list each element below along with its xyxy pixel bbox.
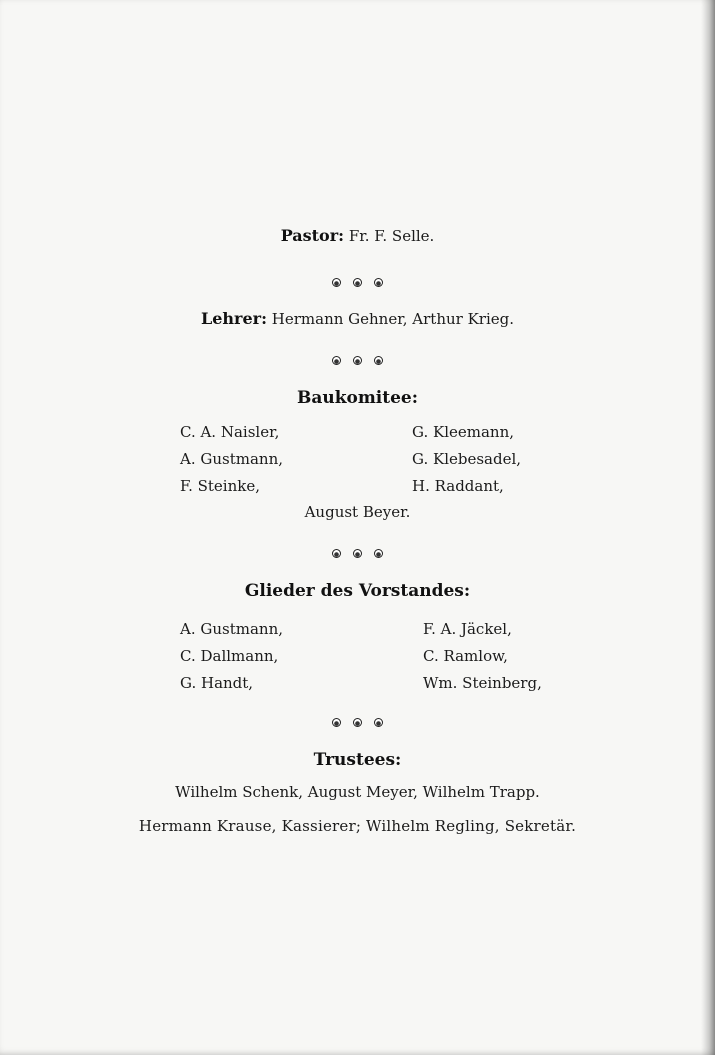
vorstand-heading: Glieder des Vorstandes: [244, 581, 471, 601]
bullet-icon [332, 718, 341, 727]
trustees-line-2: Hermann Krause, Kassierer; Wilhelm Regling, Sekretär. [138, 817, 577, 835]
pastor-line [0, 226, 715, 245]
baukomitee-left-2: A. Gustmann, [180, 450, 283, 468]
vorstand-left-2: C. Dallmann, [180, 647, 279, 665]
vorstand-left-3: G. Handt, [180, 674, 254, 692]
baukomitee-heading: Baukomitee: [296, 388, 419, 408]
ornament-divider [0, 274, 715, 286]
baukomitee-left-3: F. Steinke, [180, 477, 260, 495]
bullet-icon [374, 278, 383, 287]
bullet-icon [374, 718, 383, 727]
bullet-icon [332, 549, 341, 558]
vorstand-left-1: A. Gustmann, [180, 620, 283, 638]
ornament-divider [0, 714, 715, 726]
trustees-heading: Trustees: [313, 750, 402, 770]
baukomitee-left-1: C. A. Naisler, [180, 423, 280, 441]
vorstand-right-2: C. Ramlow, [423, 647, 508, 665]
ornament-divider [0, 352, 715, 364]
lehrer-label: Lehrer: [200, 309, 267, 328]
bullet-icon [374, 549, 383, 558]
lehrer-line [0, 309, 715, 328]
lehrer-names: Hermann Gehner, Arthur Krieg. [271, 310, 514, 328]
baukomitee-center: August Beyer. [304, 503, 411, 521]
bullet-icon [353, 278, 362, 287]
trustees-line-1: Wilhelm Schenk, August Meyer, Wilhelm Trapp. [175, 783, 540, 801]
baukomitee-right-2: G. Klebesadel, [412, 450, 522, 468]
bullet-icon [353, 356, 362, 365]
page-edge-shadow [701, 0, 715, 1055]
pastor-label: Pastor: [280, 226, 345, 245]
baukomitee-right-3: H. Raddant, [412, 477, 504, 495]
bullet-icon [353, 718, 362, 727]
vorstand-right-1: F. A. Jäckel, [423, 620, 512, 638]
vorstand-right-3: Wm. Steinberg, [423, 674, 542, 692]
bullet-icon [374, 356, 383, 365]
bullet-icon [353, 549, 362, 558]
pastor-name: Fr. F. Selle. [348, 227, 435, 245]
bullet-icon [332, 278, 341, 287]
ornament-divider [0, 545, 715, 557]
bullet-icon [332, 356, 341, 365]
baukomitee-right-1: G. Kleemann, [412, 423, 514, 441]
